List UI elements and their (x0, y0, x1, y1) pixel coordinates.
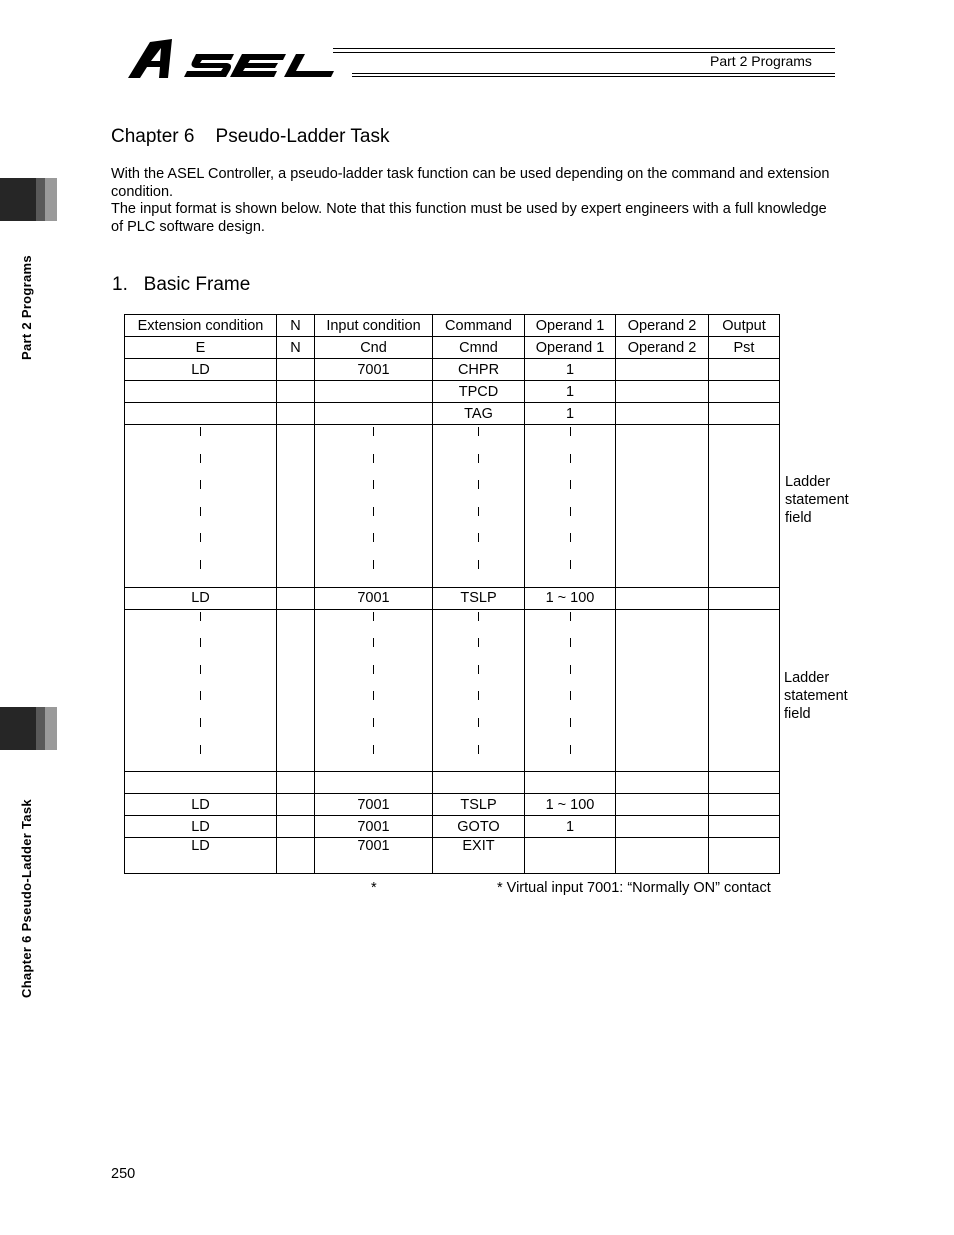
header-rule (352, 73, 835, 74)
abbrev-cell: Cmnd (433, 337, 525, 359)
table-cell (277, 381, 315, 403)
table-cell (616, 381, 709, 403)
header-rule (352, 76, 835, 77)
table-cell (616, 359, 709, 381)
note-line: field (785, 510, 812, 526)
note-line: statement (785, 492, 849, 508)
table-cell (709, 816, 780, 838)
table-cell (616, 838, 709, 874)
table-cell: CHPR (433, 359, 525, 381)
table-cell (277, 838, 315, 874)
table-cell: 1 (525, 359, 616, 381)
asel-logo (126, 36, 350, 80)
table-row (125, 838, 780, 874)
table-cell: LD (125, 838, 277, 874)
abbrev-cell: Pst (709, 337, 780, 359)
table-cell (616, 403, 709, 425)
note-line: Ladder (784, 670, 830, 686)
continuation-cell (315, 425, 433, 588)
table-cell: GOTO (433, 816, 525, 838)
side-tab-part2-band (36, 178, 45, 221)
continuation-cell (277, 425, 315, 588)
table-cell (125, 403, 277, 425)
table-cell (315, 772, 433, 794)
abbrev-cell: N (277, 337, 315, 359)
table-cell (125, 381, 277, 403)
continuation-cell (525, 609, 616, 772)
table-cell (525, 838, 616, 874)
ladder-field-note (784, 669, 848, 723)
continuation-cell (125, 609, 277, 772)
table-cell (277, 816, 315, 838)
table-cell: 1 (525, 816, 616, 838)
footnote-marker: * (371, 880, 377, 896)
ladder-continuation-row (125, 609, 780, 772)
abbrev-cell: Cnd (315, 337, 433, 359)
ladder-continuation-row (125, 425, 780, 588)
table-cell: 7001 (315, 587, 433, 609)
basic-frame-table (124, 314, 780, 874)
table-cell (709, 381, 780, 403)
table-cell: LD (125, 794, 277, 816)
continuation-cell (433, 425, 525, 588)
side-tab-chapter6 (0, 707, 36, 750)
table-cell (125, 772, 277, 794)
table-cell: TSLP (433, 587, 525, 609)
table-cell (709, 359, 780, 381)
side-label-part2: Part 2 Programs (19, 255, 34, 360)
continuation-cell (277, 609, 315, 772)
table-cell (709, 838, 780, 874)
table-cell (709, 772, 780, 794)
table-cell: LD (125, 359, 277, 381)
table-cell: EXIT (433, 838, 525, 874)
table-cell: 7001 (315, 794, 433, 816)
table-cell (277, 794, 315, 816)
table-cell (315, 381, 433, 403)
footnote: * Virtual input 7001: “Normally ON” contact (497, 880, 771, 896)
table-header-row (125, 315, 780, 337)
note-line: statement (784, 688, 848, 704)
side-tab-chapter6-band (45, 707, 57, 750)
table-abbrev-row (125, 337, 780, 359)
intro-paragraph: With the ASEL Controller, a pseudo-ladder task function can be used depending on the command and extension condition. (111, 166, 830, 200)
table-cell (433, 772, 525, 794)
table-cell (709, 587, 780, 609)
table-cell (709, 794, 780, 816)
table-cell: LD (125, 816, 277, 838)
continuation-cell (709, 609, 780, 772)
side-tab-chapter6-band (36, 707, 45, 750)
table-cell (616, 794, 709, 816)
table-cell (277, 587, 315, 609)
table-row (125, 772, 780, 794)
table-cell: TPCD (433, 381, 525, 403)
table-row (125, 816, 780, 838)
continuation-cell (433, 609, 525, 772)
abbrev-cell: E (125, 337, 277, 359)
ladder-field-note (785, 473, 849, 527)
table-row (125, 359, 780, 381)
table-cell: 7001 (315, 838, 433, 874)
table-cell: TAG (433, 403, 525, 425)
side-label-chapter6: Chapter 6 Pseudo-Ladder Task (19, 799, 34, 998)
table-row (125, 381, 780, 403)
header-cell: Operand 2 (616, 315, 709, 337)
note-line: field (784, 706, 811, 722)
header-cell: Command (433, 315, 525, 337)
header-cell: Extension condition (125, 315, 277, 337)
table-cell: 1 ~ 100 (525, 587, 616, 609)
side-tab-part2 (0, 178, 36, 221)
header-cell: Input condition (315, 315, 433, 337)
abbrev-cell: Operand 2 (616, 337, 709, 359)
continuation-cell (709, 425, 780, 588)
table-cell (315, 403, 433, 425)
table-cell (616, 587, 709, 609)
table-cell: LD (125, 587, 277, 609)
table-cell (616, 772, 709, 794)
table-cell: 7001 (315, 359, 433, 381)
header-section-label: Part 2 Programs (710, 53, 812, 69)
header-cell: N (277, 315, 315, 337)
table-cell (525, 772, 616, 794)
table-row (125, 587, 780, 609)
table-cell (277, 403, 315, 425)
continuation-cell (125, 425, 277, 588)
side-tab-part2-band (45, 178, 57, 221)
intro-paragraph: The input format is shown below. Note that this function must be used by expert engineers with a full knowledge of PLC software design. (111, 201, 827, 235)
table-cell (616, 816, 709, 838)
continuation-cell (525, 425, 616, 588)
table-cell: TSLP (433, 794, 525, 816)
table-row (125, 403, 780, 425)
table-cell (709, 403, 780, 425)
header-rule (333, 48, 835, 49)
continuation-cell (616, 425, 709, 588)
table-cell: 1 (525, 403, 616, 425)
table-cell (277, 772, 315, 794)
table-cell: 1 ~ 100 (525, 794, 616, 816)
header-cell: Output (709, 315, 780, 337)
note-line: Ladder (785, 474, 831, 490)
table-row (125, 794, 780, 816)
continuation-cell (315, 609, 433, 772)
page-number: 250 (111, 1166, 136, 1182)
abbrev-cell: Operand 1 (525, 337, 616, 359)
section-title: 1. Basic Frame (112, 274, 251, 295)
continuation-cell (616, 609, 709, 772)
chapter-title: Chapter 6 Pseudo-Ladder Task (111, 126, 390, 147)
table-cell (277, 359, 315, 381)
table-cell: 1 (525, 381, 616, 403)
table-cell: 7001 (315, 816, 433, 838)
header-cell: Operand 1 (525, 315, 616, 337)
intro-text (111, 166, 841, 236)
